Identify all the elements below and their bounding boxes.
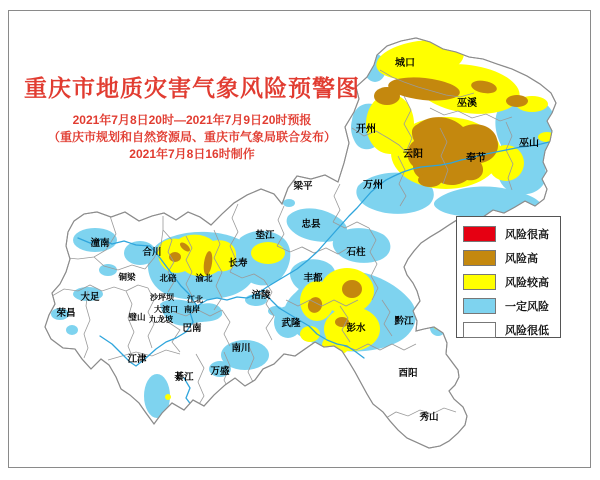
district-label: 江北: [187, 295, 203, 304]
district-label: 南岸: [184, 305, 200, 314]
legend-swatch: [463, 250, 496, 266]
legend-item: [463, 294, 560, 318]
district-label: 荣昌: [56, 308, 76, 319]
district-label: 彭水: [346, 323, 366, 334]
legend-label: 风险很低: [505, 325, 549, 337]
legend-swatch: [463, 322, 496, 338]
issuing-agencies: （重庆市规划和自然资源局、重庆市气象局联合发布）: [47, 130, 336, 144]
district-label: 城口: [395, 58, 415, 69]
district-label: 潼南: [90, 238, 110, 249]
district-label: 万州: [363, 180, 383, 191]
legend-item: [463, 246, 560, 270]
page-title: 重庆市地质灾害气象风险预警图: [24, 75, 360, 101]
district-label: 武隆: [281, 318, 301, 329]
district-label: 涪陵: [251, 290, 271, 301]
legend-swatch: [463, 226, 496, 242]
district-label: 丰都: [303, 273, 323, 284]
legend-item: [463, 318, 560, 342]
legend-item: [463, 270, 560, 294]
legend-label: 一定风险: [505, 301, 549, 313]
issue-time: 2021年7月8日16时制作: [129, 147, 255, 161]
district-label: 九龙坡: [149, 315, 173, 324]
district-label: 黔江: [394, 316, 414, 327]
legend-item: [463, 222, 560, 246]
district-label: 北碚: [159, 273, 177, 283]
legend-swatch: [463, 274, 496, 290]
district-label: 渝北: [195, 273, 213, 283]
district-label: 开州: [356, 124, 376, 135]
district-label: 秀山: [419, 412, 439, 423]
title-block: [10, 70, 374, 163]
legend-label: 风险很高: [505, 229, 549, 241]
district-label: 巴南: [182, 323, 202, 334]
legend-label: 风险高: [505, 253, 538, 265]
district-label: 大足: [80, 292, 100, 303]
district-label: 合川: [142, 247, 162, 258]
legend: [456, 216, 561, 338]
district-label: 长寿: [228, 258, 248, 269]
district-label: 璧山: [128, 312, 146, 322]
forecast-period: 2021年7月8日20时—2021年7月9日20时预报: [72, 113, 312, 127]
district-label: 沙坪坝: [150, 293, 174, 302]
district-label: 酉阳: [398, 368, 418, 379]
district-label: 梁平: [293, 181, 313, 192]
district-label: 江津: [127, 354, 147, 365]
district-label: 万盛: [210, 366, 230, 377]
legend-label: 风险较高: [505, 277, 549, 289]
district-label: 垫江: [255, 230, 275, 241]
district-label: 忠县: [301, 219, 321, 230]
district-label: 綦江: [174, 372, 194, 383]
district-label: 石柱: [346, 247, 366, 258]
district-label: 云阳: [403, 149, 423, 160]
district-label: 奉节: [466, 153, 486, 164]
district-label: 巫溪: [457, 98, 477, 109]
district-label: 大渡口: [154, 305, 178, 314]
district-label: 南川: [231, 343, 251, 354]
district-label: 铜梁: [118, 272, 136, 282]
legend-swatch: [463, 298, 496, 314]
district-label: 巫山: [519, 138, 539, 149]
